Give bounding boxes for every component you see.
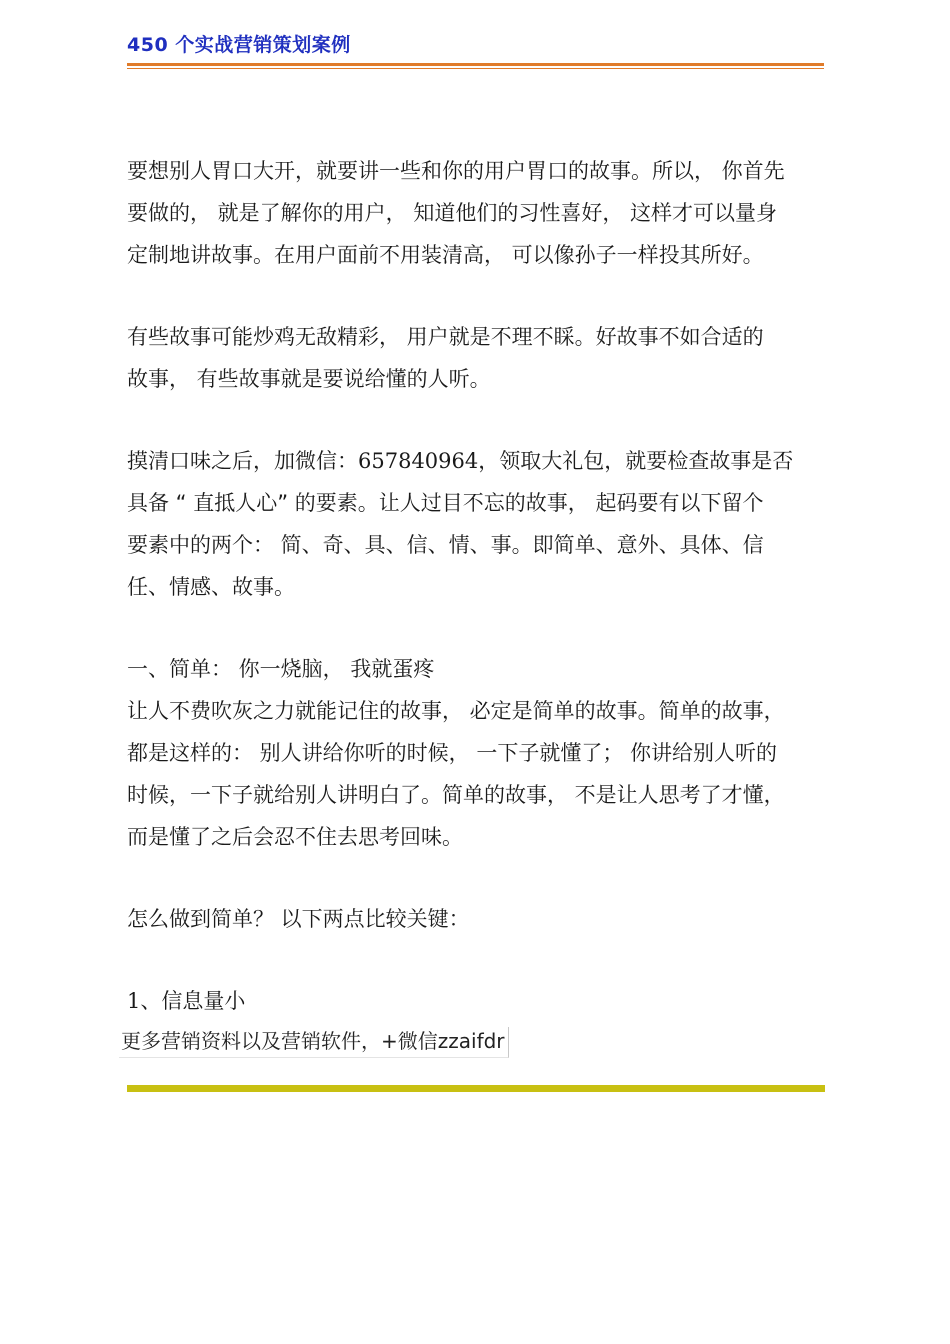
- paragraph-gap: [127, 608, 827, 648]
- footer-promo-note: 更多营销资料以及营销软件，+微信zzaifdr: [119, 1027, 509, 1058]
- wechat-number: 657840964: [358, 449, 479, 473]
- paragraph-line: 要做的， 就是了解你的用户， 知道他们的习性喜好， 这样才可以量身: [127, 201, 778, 225]
- page-header-title: 450 个实战营销策划案例: [127, 34, 351, 56]
- paragraph-line: 而是懂了之后会忍不住去思考回味。: [127, 825, 463, 849]
- paragraph-line: 要素中的两个： 简、奇、具、信、情、事。即简单、意外、具体、信: [127, 533, 764, 557]
- paragraph-line: 具备 “ 直抵人心” 的要素。让人过目不忘的故事， 起码要有以下留个: [127, 491, 764, 515]
- paragraph-line: 让人不费吹灰之力就能记住的故事， 必定是简单的故事。简单的故事，: [127, 699, 785, 723]
- section-heading: 一、简单： 你一烧脑， 我就蛋疼: [127, 657, 435, 681]
- paragraph-line: 都是这样的： 别人讲给你听的时候， 一下子就懂了； 你讲给别人听的: [127, 741, 778, 765]
- paragraph-line: 有些故事可能炒鸡无敌精彩， 用户就是不理不睬。好故事不如合适的: [127, 325, 764, 349]
- footer-rule: [127, 1085, 825, 1092]
- list-item-heading: [127, 980, 827, 1022]
- header-rule-thin: [127, 68, 824, 69]
- wechat-text-before: 摸清口味之后，加微信：: [127, 449, 358, 473]
- paragraph-line: 定制地讲故事。在用户面前不用装清高， 可以像孙子一样投其所好。: [127, 243, 764, 267]
- wechat-text-after: ，领取大礼包，就要检查故事是否: [478, 449, 794, 473]
- paragraph-gap: [127, 858, 827, 898]
- list-item-number: 1: [127, 989, 141, 1013]
- paragraph-gap: [127, 276, 827, 316]
- paragraph-line: 任、情感、故事。: [127, 575, 295, 599]
- paragraph-gap: [127, 940, 827, 980]
- paragraph-line: 怎么做到简单？ 以下两点比较关键：: [127, 907, 470, 931]
- paragraph-line-wechat: [127, 440, 827, 482]
- list-item-text: 、信息量小: [140, 989, 246, 1013]
- paragraph-line: 要想别人胃口大开，就要讲一些和你的用户胃口的故事。所以， 你首先: [127, 159, 785, 183]
- header-rule: [127, 63, 824, 66]
- paragraph-gap: [127, 400, 827, 440]
- paragraph-line: 故事， 有些故事就是要说给懂的人听。: [127, 367, 491, 391]
- paragraph-line: 时候，一下子就给别人讲明白了。简单的故事， 不是让人思考了才懂，: [127, 783, 785, 807]
- document-body: [127, 150, 827, 1022]
